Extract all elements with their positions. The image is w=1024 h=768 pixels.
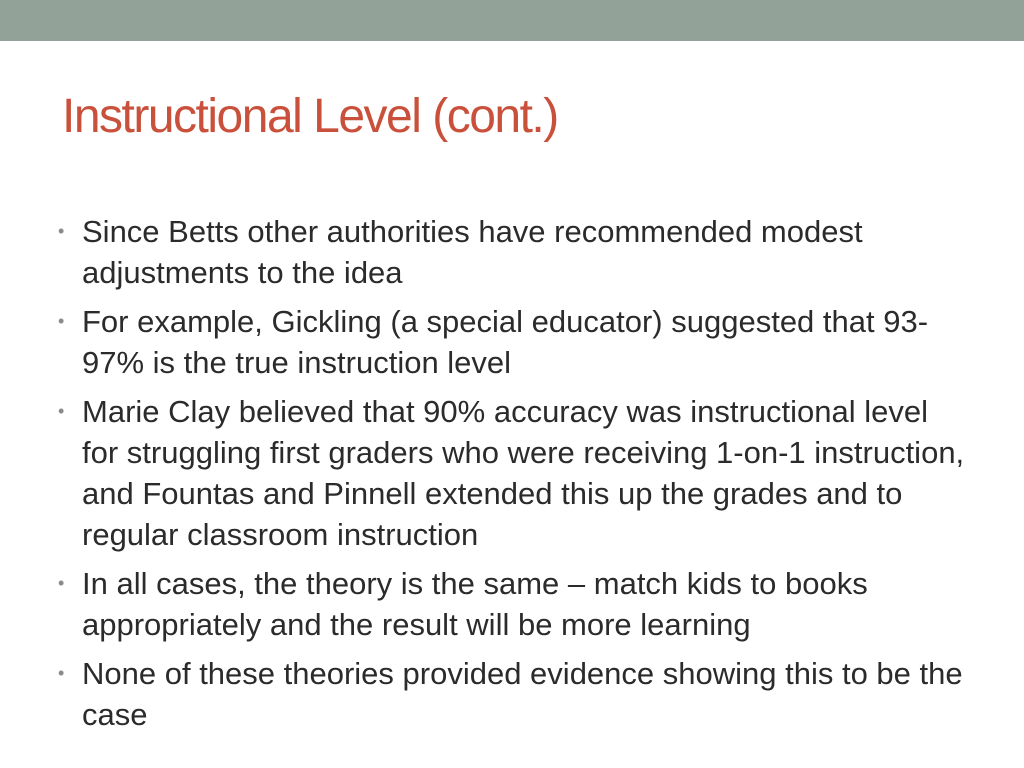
bullet-text: For example, Gickling (a special educator) suggested that 93-97% is the true instruction level — [82, 304, 929, 380]
bullet-dot-icon: • — [58, 311, 65, 331]
bullet-list — [58, 211, 968, 743]
slide-title: Instructional Level (cont.) — [62, 90, 558, 143]
bullet-item — [58, 211, 968, 293]
bullet-text: None of these theories provided evidence showing this to be the case — [82, 656, 963, 732]
bullet-item — [58, 563, 968, 645]
bullet-text: In all cases, the theory is the same – match kids to books appropriately and the result will be more learning — [82, 566, 868, 642]
bullet-text: Marie Clay believed that 90% accuracy was instructional level for struggling first graders who were receiving 1-on-1 instruction, and Fountas and Pinnell extended this up the grades and to regular classroom instruction — [82, 394, 965, 552]
bullet-dot-icon: • — [58, 221, 65, 241]
bullet-item — [58, 391, 968, 555]
bullet-dot-icon: • — [58, 663, 65, 683]
bullet-text: Since Betts other authorities have recommended modest adjustments to the idea — [82, 214, 863, 290]
bullet-dot-icon: • — [58, 573, 65, 593]
top-accent-band — [0, 0, 1024, 41]
bullet-item — [58, 301, 968, 383]
bullet-dot-icon: • — [58, 401, 65, 421]
bullet-item — [58, 653, 968, 735]
